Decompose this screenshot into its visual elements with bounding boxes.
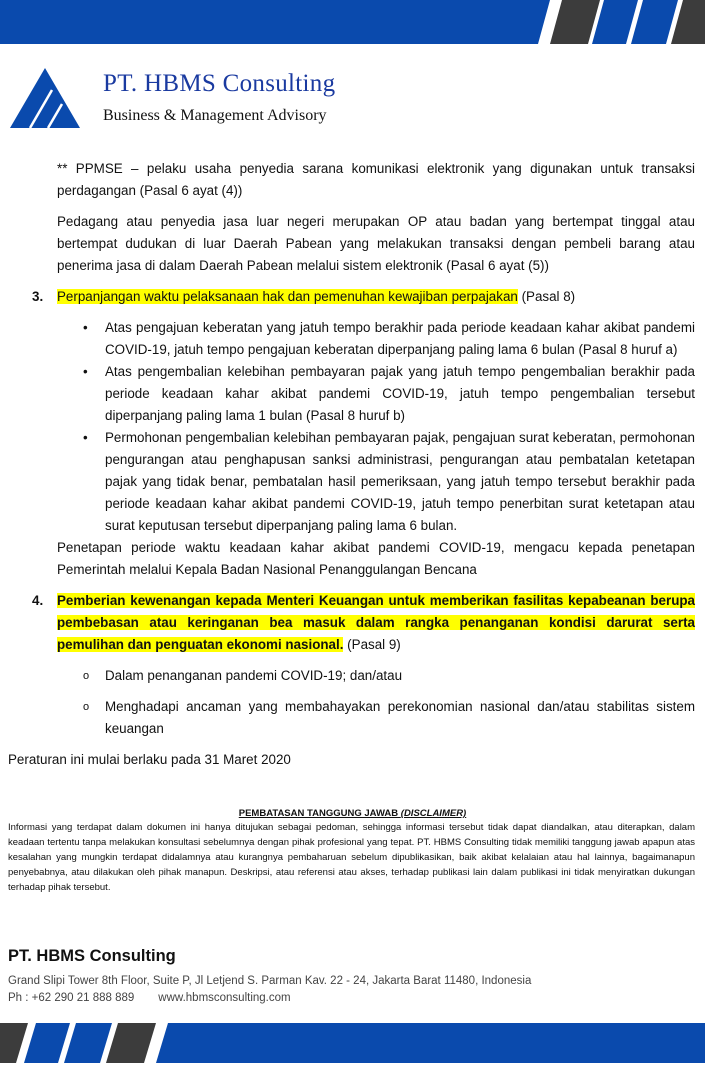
banner-blue-band xyxy=(156,1023,705,1063)
item-3-note: Penetapan periode waktu keadaan kahar akibat pandemi COVID-19, mengacu kepada penetapan Pemerintah melalui Kepala Badan Nasional Penanggulangan Bencana xyxy=(57,540,695,577)
banner-stripe-blue xyxy=(64,1023,112,1063)
item-3 xyxy=(0,286,705,308)
item-4-ref: (Pasal 9) xyxy=(343,637,401,652)
footer-company: PT. HBMS Consulting xyxy=(8,947,176,965)
foreign-seller-paragraph: Pedagang atau penyedia jasa luar negeri merupakan OP atau badan yang bertempat tinggal atau bertempat dudukan di luar Daerah Pabean yang melakukan transaksi dengan pembeli barang atau penerima jasa di dalam Daerah Pabean melalui sistem elektronik (Pasal 6 ayat (5)) xyxy=(57,214,695,273)
banner-stripe-dark xyxy=(550,0,600,44)
footer-address: Grand Slipi Tower 8th Floor, Suite P, Jl Letjend S. Parman Kav. 22 - 24, Jakarta Barat 11480, Indonesia xyxy=(8,975,532,987)
disclaimer-text: Informasi yang terdapat dalam dokumen ini hanya ditujukan sebagai pedoman, sehingga informasi tersebut tidak dapat diandalkan, atau diterapkan, dalam keadaan tertentu tanpa melakukan konsultasi sebelumnya dengan pihak profesional yang tepat. PT. HBMS Consulting tidak memiliki tanggung jawab apapun atas kesalahan yang mungkin terdapat didalamnya atau kurangnya pembaharuan sebelum dipublikasikan, baik akibat kelalaian atau hal lainnya, bagaimanapun penyebabnya, atau dilakukan oleh pihak manapun. Deskripsi, atau referensi atau akses, terhadap publikasi lain dalam publikasi ini tidak menyiratkan dukungan terhadap pihak tersebut. xyxy=(8,822,695,893)
footer-contact-row xyxy=(8,990,705,1007)
list-item: o Menghadapi ancaman yang membahayakan perekonomian nasional dan/atau stabilitas sistem keuangan xyxy=(105,696,695,740)
company-name: PT. HBMS Consulting xyxy=(103,70,336,97)
banner-blue-band xyxy=(0,0,550,44)
disclaimer-title: PEMBATASAN TANGGUNG JAWAB (DISCLAIMER) xyxy=(238,808,467,819)
ppmse-note: ** PPMSE – pelaku usaha penyedia sarana komunikasi elektronik yang digunakan untuk transaksi perdagangan (Pasal 6 ayat (4)) xyxy=(57,161,695,198)
list-item: o Dalam penanganan pandemi COVID-19; dan/atau xyxy=(105,665,695,687)
company-tagline: Business & Management Advisory xyxy=(103,107,327,124)
banner-stripe-dark xyxy=(0,1023,28,1063)
banner-stripe-blue xyxy=(592,0,638,44)
banner-stripe-dark xyxy=(106,1023,156,1063)
item-4-title: Pemberian kewenangan kepada Menteri Keuangan untuk memberikan fasilitas kepabeanan berupa pembebasan atau keringanan bea masuk dalam rangka penanganan kondisi darurat serta pemulihan dan penguatan ekonomi nasional. xyxy=(57,593,695,652)
bullet-icon: • xyxy=(83,320,88,335)
bullet-icon: • xyxy=(83,364,88,379)
item-4 xyxy=(0,590,705,656)
circle-bullet-icon: o xyxy=(83,701,90,713)
footer-website[interactable]: www.hbmsconsulting.com xyxy=(158,992,291,1004)
item-3-title: Perpanjangan waktu pelaksanaan hak dan pemenuhan kewajiban perpajakan xyxy=(57,289,518,304)
bullet-icon: • xyxy=(83,430,88,445)
company-logo-icon xyxy=(10,68,80,130)
circle-bullet-icon: o xyxy=(83,670,90,682)
item-3-ref: (Pasal 8) xyxy=(517,289,576,304)
banner-stripe-blue xyxy=(24,1023,70,1063)
item-3-number: 3. xyxy=(32,289,44,304)
header-banner xyxy=(0,0,705,44)
list-item: • Permohonan pengembalian kelebihan pembayaran pajak, pengajuan surat keberatan, permohonan pengurangan atau penghapusan sanksi administrasi, pengurangan atau pembatalan ketetapan pajak yang tidak benar, pembatalan hasil pemeriksaan, yang jatuh tempo tersebut berakhir pada periode keadaan kahar akibat pandemi COVID-19, jatuh tempo penerbitan surat ketetapan atau surat keputusan tersebut diperpanjang paling lama 6 bulan. xyxy=(105,427,695,537)
footer-banner xyxy=(0,1023,705,1063)
effective-date: Peraturan ini mulai berlaku pada 31 Maret 2020 xyxy=(8,752,291,767)
footer-phone: Ph : +62 290 21 888 889 xyxy=(8,992,135,1004)
list-item: • Atas pengajuan keberatan yang jatuh tempo berakhir pada periode keadaan kahar akibat pandemi COVID-19, jatuh tempo pengajuan keberatan diperpanjang paling lama 6 bulan (Pasal 8 huruf a) xyxy=(105,317,695,361)
item-4-number: 4. xyxy=(32,593,44,608)
banner-stripe-blue xyxy=(631,0,678,44)
list-item: • Atas pengembalian kelebihan pembayaran pajak yang jatuh tempo pengembalian berakhir pada periode keadaan kahar akibat pandemi COVID-19, jatuh tempo pengembalian tersebut diperpanjang paling lama 1 bulan (Pasal 8 huruf b) xyxy=(105,361,695,427)
footer xyxy=(8,945,705,1007)
